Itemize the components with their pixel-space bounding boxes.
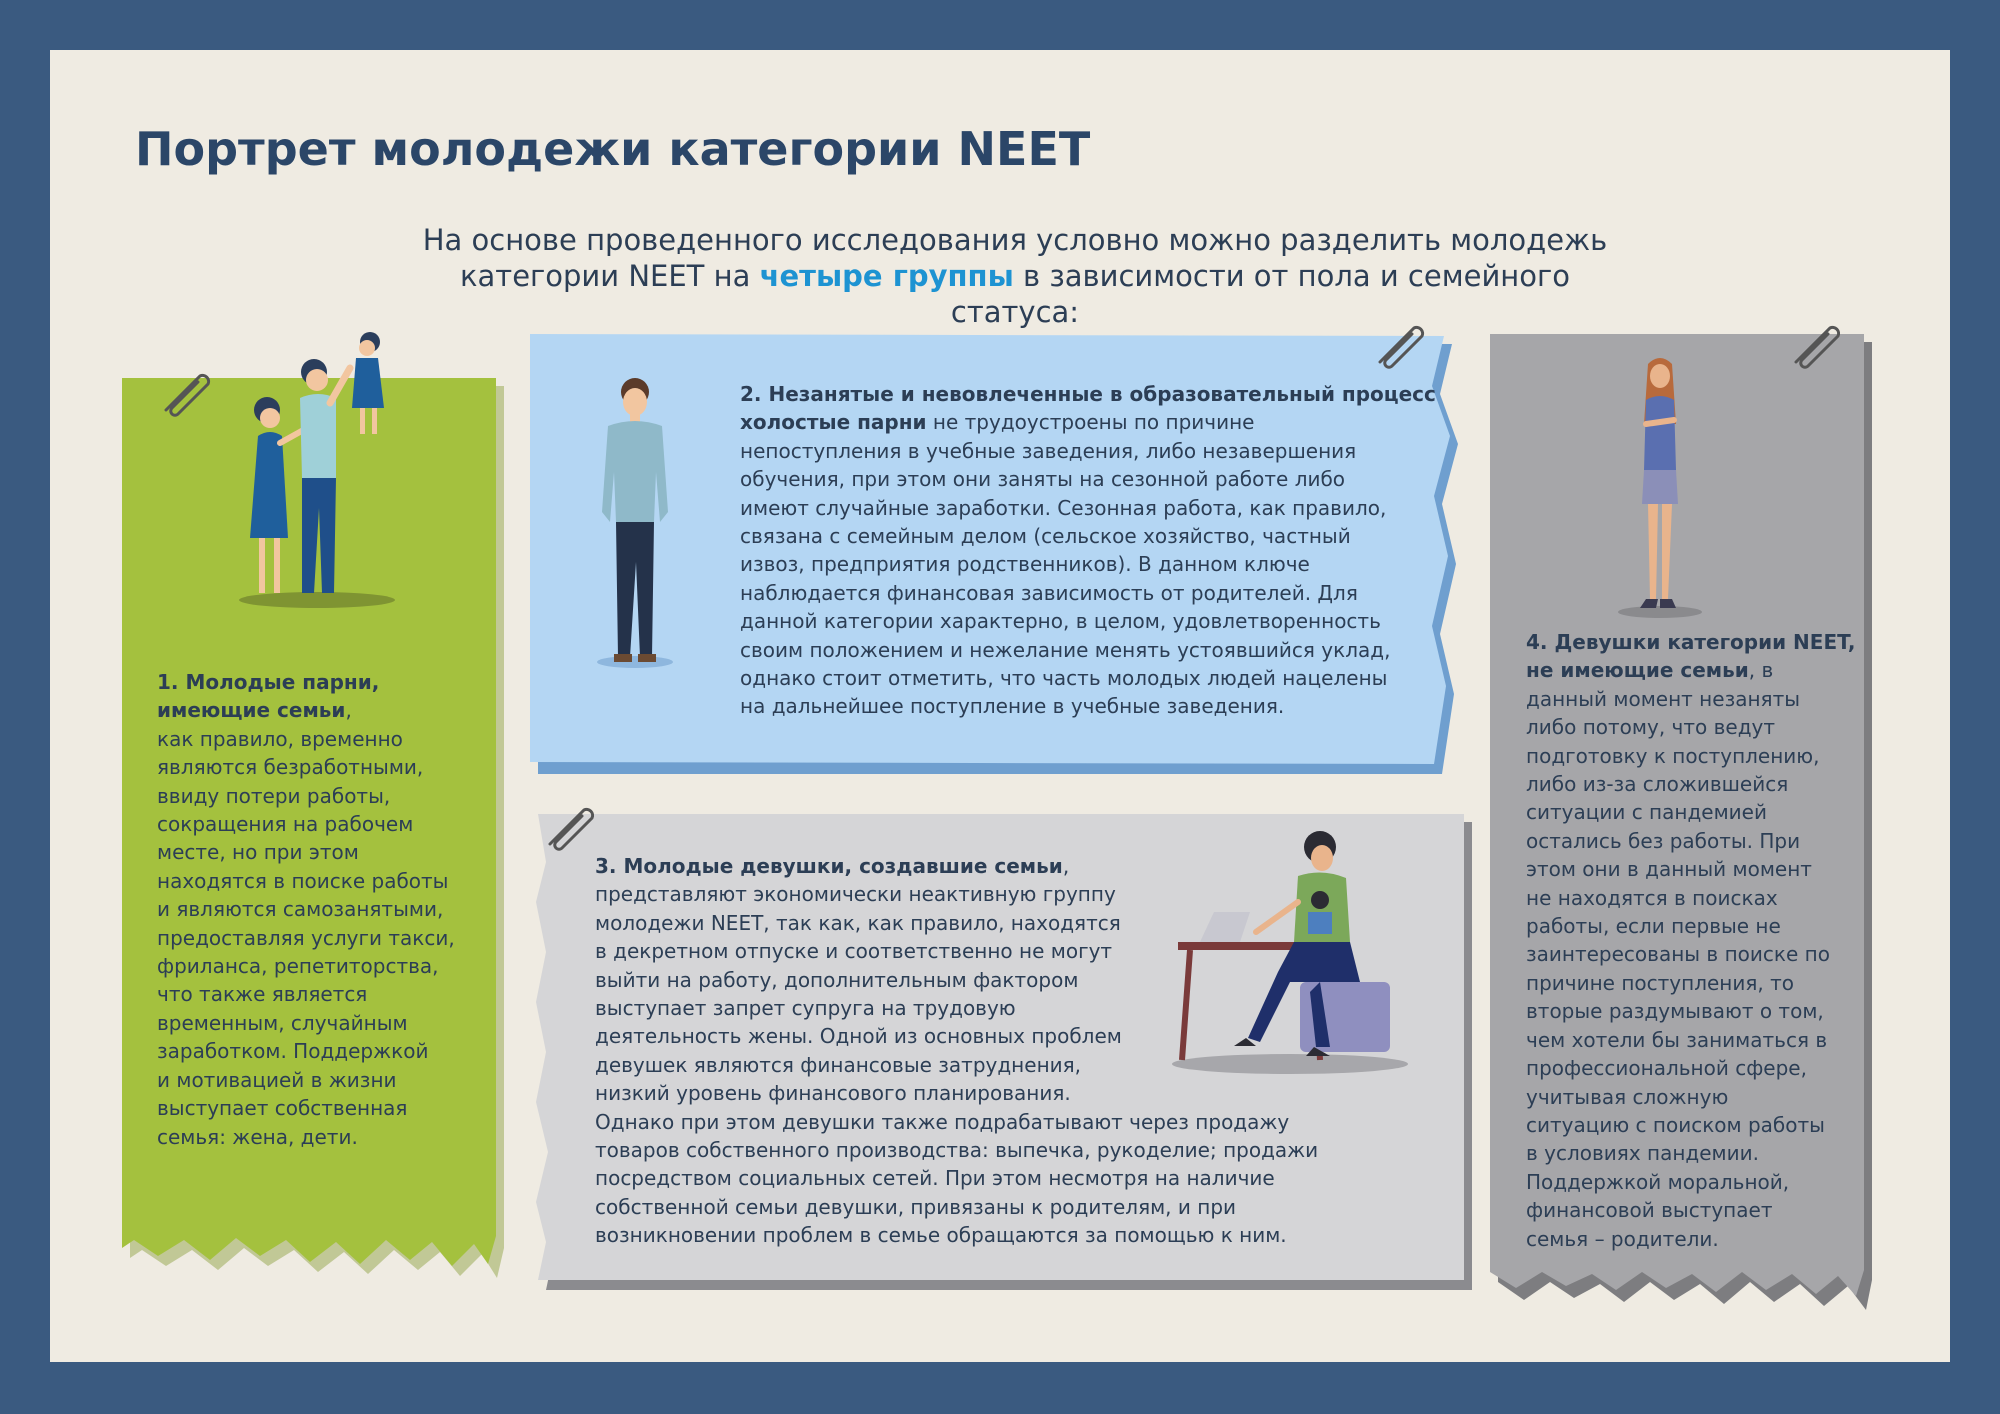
card-4-line: данный момент незаняты: [1526, 686, 1801, 711]
card-2-line: обучения, при этом они заняты на сезонной работе либо: [740, 467, 1346, 492]
card-4-line: Поддержкой моральной,: [1526, 1169, 1790, 1194]
card-1-line: временным, случайным: [157, 1010, 408, 1035]
card-1-heading-line-1: 1. Молодые парни,: [157, 670, 380, 694]
card-3-line: выступает запрет супруга на трудовую: [595, 996, 1016, 1021]
card-2-text: [740, 380, 1440, 721]
card-1-line: являются безработными,: [157, 755, 424, 780]
intro-line-2-end: в зависимости от пола и семейного статуса:: [950, 259, 1570, 329]
card-3-comma: ,: [1062, 854, 1070, 878]
card-1-line: и мотивацией в жизни: [157, 1067, 397, 1092]
intro-text: [400, 222, 1630, 330]
card-3-line: Однако при этом девушки также подрабатывают через продажу: [595, 1109, 1290, 1134]
card-1-line: заработком. Поддержкой: [157, 1039, 429, 1064]
paperclip-icon: [156, 368, 216, 418]
paperclip-icon: [1786, 320, 1846, 370]
card-2-heading-line-2: холостые парни: [740, 410, 927, 435]
card-group-3: [538, 812, 1472, 1290]
card-4-line: учитывая сложную: [1526, 1084, 1729, 1109]
card-1-line: что также является: [157, 982, 368, 1007]
card-group-2: [530, 334, 1458, 774]
intro-highlight: четыре группы: [759, 259, 1014, 293]
card-4-line: либо потому, что ведут: [1526, 715, 1776, 740]
card-4-heading: [1526, 628, 1866, 656]
intro-line-1: На основе проведенного исследования условно можно разделить молодежь: [422, 223, 1608, 257]
paperclip-icon: [1370, 320, 1430, 370]
page-title: Портрет молодежи категории NEET: [135, 122, 1091, 176]
card-2-line: однако стоит отметить, что часть молодых людей нацелены: [740, 666, 1388, 691]
card-3-line: собственной семьи девушки, привязаны к родителям, и при: [595, 1194, 1237, 1219]
card-1-heading-line-2-wrap: [157, 696, 487, 724]
card-3-line: деятельность жены. Одной из основных проблем: [595, 1024, 1122, 1049]
intro-line-2-start: категории NEET на: [460, 259, 760, 293]
card-3-line: девушек являются финансовые затруднения,: [595, 1052, 1082, 1077]
card-3-line: низкий уровень финансового планирования.: [595, 1081, 1071, 1106]
card-4-line: семья – родители.: [1526, 1226, 1719, 1251]
card-4-heading-line-2-wrap: [1526, 656, 1866, 684]
card-3-line: товаров собственного производства: выпечка, рукоделие; продажи: [595, 1138, 1319, 1163]
card-3-line: возникновении проблем в семье обращаются за помощью к ним.: [595, 1223, 1287, 1248]
card-3-line: посредством социальных сетей. При этом несмотря на наличие: [595, 1166, 1275, 1191]
card-4-line: причине поступления, то: [1526, 970, 1794, 995]
card-4-line: чем хотели бы заниматься в: [1526, 1027, 1828, 1052]
card-group-1: [122, 378, 504, 1278]
single-young-man-illustration: [580, 372, 690, 672]
card-2-heading: [740, 380, 1440, 408]
card-1-line: месте, но при этом: [157, 840, 359, 865]
card-2-line-2-rest: не трудоустроены по причине: [926, 410, 1255, 435]
card-2-line: имеют случайные заработки. Сезонная работа, как правило,: [740, 495, 1387, 520]
card-4-line: в условиях пандемии.: [1526, 1141, 1759, 1166]
card-1-line: выступает собственная: [157, 1096, 408, 1121]
card-3-heading: 3. Молодые девушки, создавшие семьи: [595, 854, 1063, 878]
card-2-line: извоз, предприятия родственников). В данном ключе: [740, 552, 1310, 577]
card-2-line: наблюдается финансовая зависимость от родителей. Для: [740, 580, 1358, 605]
card-3-text: [595, 852, 1445, 1250]
paperclip-icon: [540, 802, 600, 852]
intro-line-2: [400, 258, 1630, 330]
card-3-line: выйти на работу, дополнительным фактором: [595, 967, 1079, 992]
card-3-line: в декретном отпуске и соответственно не могут: [595, 939, 1113, 964]
single-young-woman-illustration: [1610, 354, 1710, 624]
card-1-line: семья: жена, дети.: [157, 1124, 358, 1149]
card-1-line: предоставляя услуги такси,: [157, 925, 455, 950]
card-4-text: [1526, 628, 1866, 1253]
card-2-line: своим положением и нежелание менять устоявшийся уклад,: [740, 637, 1391, 662]
card-3-heading-wrap: [595, 852, 1445, 880]
card-3-line: представляют экономически неактивную группу: [595, 882, 1116, 907]
card-1-comma: ,: [345, 698, 352, 723]
card-1-line: находятся в поиске работы: [157, 868, 449, 893]
card-4-line: финансовой выступает: [1526, 1198, 1773, 1223]
card-1-heading-line-2: имеющие семьи: [157, 698, 346, 723]
card-1-line: ввиду потери работы,: [157, 783, 391, 808]
card-4-line: работы, если первые не: [1526, 914, 1781, 939]
card-4-line: ситуации с пандемией: [1526, 800, 1767, 825]
card-1-line: сокращения на рабочем: [157, 812, 414, 837]
card-group-4: [1490, 334, 1872, 1310]
card-2-heading-line-2-wrap: [740, 408, 1440, 436]
card-1-text: [157, 668, 487, 1151]
card-4-heading-line-1: 4. Девушки категории NEET,: [1526, 630, 1856, 654]
card-4-line: остались без работы. При: [1526, 828, 1801, 853]
card-4-line: либо из-за сложившейся: [1526, 772, 1789, 797]
card-4-line: ситуацию с поиском работы: [1526, 1112, 1825, 1137]
card-4-heading-line-2: не имеющие семьи: [1526, 658, 1749, 683]
young-family-illustration: [222, 318, 412, 618]
card-4-line: профессиональной сфере,: [1526, 1056, 1807, 1081]
card-4-line: не находятся в поисках: [1526, 885, 1778, 910]
card-2-line: на дальнейшее поступление в учебные заведения.: [740, 694, 1285, 719]
card-4-line: этом они в данный момент: [1526, 857, 1812, 882]
card-2-line: связана с семейным делом (сельское хозяйство, частный: [740, 524, 1351, 549]
card-4-line-2-rest: , в: [1748, 658, 1774, 683]
card-2-line: непоступления в учебные заведения, либо незавершения: [740, 438, 1357, 463]
card-1-line: и являются самозанятыми,: [157, 897, 444, 922]
card-4-line: подготовку к поступлению,: [1526, 743, 1820, 768]
card-1-heading: [157, 668, 487, 696]
card-1-line: как правило, временно: [157, 726, 403, 751]
card-4-line: заинтересованы в поиске по: [1526, 942, 1830, 967]
card-4-line: вторые раздумывают о том,: [1526, 999, 1824, 1024]
card-2-heading-line-1: 2. Незанятые и невовлеченные в образовательный процесс: [740, 382, 1436, 406]
card-3-line: молодежи NEET, так как, как правило, находятся: [595, 910, 1121, 935]
card-1-line: фриланса, репетиторства,: [157, 954, 439, 979]
card-2-line: данной категории характерно, в целом, удовлетворенность: [740, 609, 1381, 634]
